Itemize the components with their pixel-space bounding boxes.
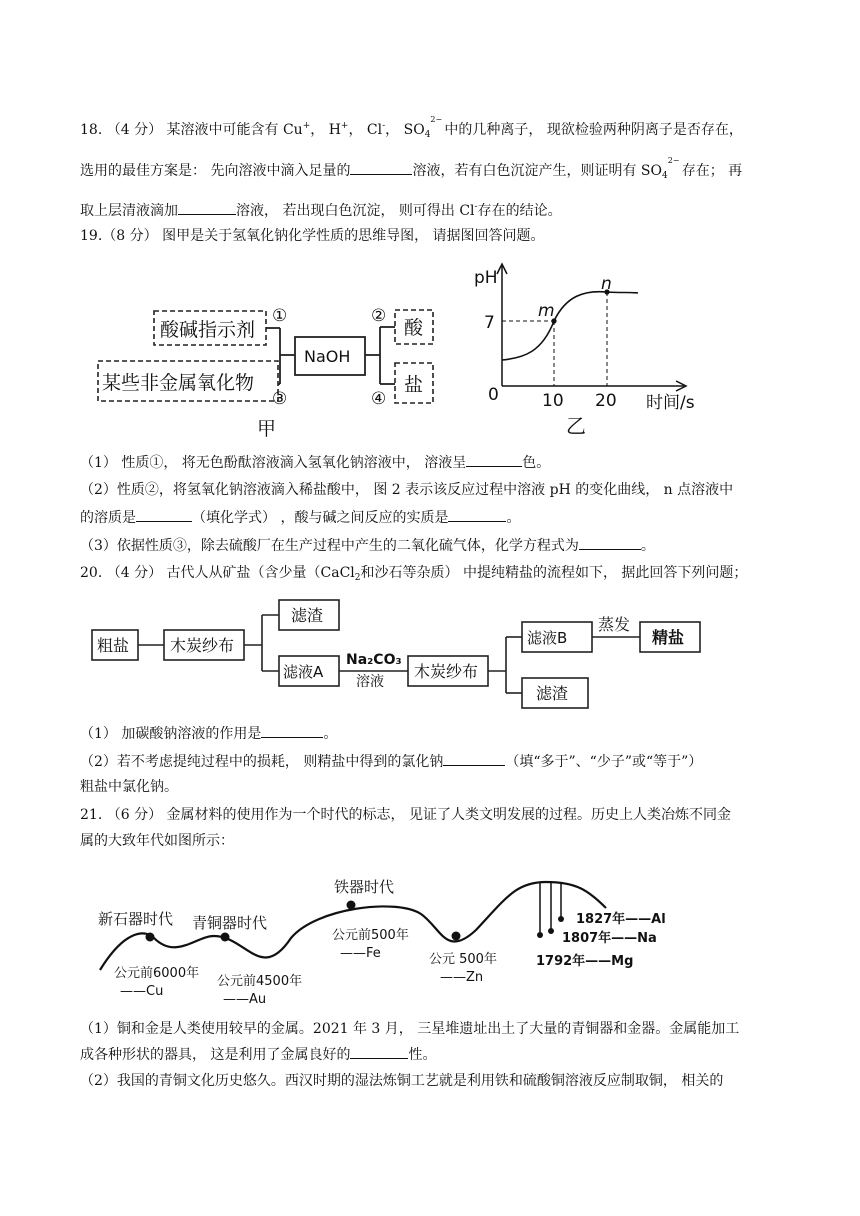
q21-s1a: （1）铜和金是人类使用较早的金属。2021 年 3 月， 三星堆遗址出土了大量的青铜器和金器。金属能加工	[80, 1021, 740, 1037]
x-label: 时间/s	[646, 393, 695, 413]
q20-s2c: 粗盐中氯化钠。	[80, 779, 178, 795]
label-fe-year: 公元前500年	[332, 928, 409, 943]
tick-10: 10	[542, 391, 564, 411]
q19-header: 19.（8 分） 图甲是关于氢氧化钠化学性质的思维导图， 请据图回答问题。	[80, 228, 545, 244]
label-fe: ——Fe	[340, 946, 381, 961]
label-m: m	[538, 301, 555, 321]
purification-flow	[80, 592, 720, 714]
label-au-year: 公元前4500年	[217, 974, 303, 989]
mind-map-jia	[90, 290, 450, 440]
q21-s1b: 成各种形状的器具， 这是利用了金属良好的 性。	[80, 1044, 436, 1065]
answer-blank[interactable]	[261, 723, 323, 738]
label-zn: ——Zn	[440, 970, 484, 985]
label-residue1: 滤渣	[291, 606, 324, 625]
label-nonmetal-oxide: 某些非金属氧化物	[102, 372, 255, 394]
label-cu: ——Cu	[120, 984, 164, 999]
answer-blank[interactable]	[443, 751, 505, 766]
q19-s3: （3）依据性质③，除去硫酸厂在生产过程中产生的二氧化硫气体，化学方程式为 。	[80, 535, 655, 556]
q18-line2: 选用的最佳方案是： 先向溶液中滴入足量的 溶液，若有白色沉淀产生，则证明有 $SO_4$ 2− 存在； 再	[80, 156, 743, 181]
metal-timeline	[86, 868, 706, 1008]
label-filter2: 木炭纱布	[414, 662, 479, 681]
sulfate-sub-sup: $_4$ 2−	[424, 115, 443, 140]
label-naoh: NaOH	[304, 347, 351, 366]
answer-blank[interactable]	[466, 452, 522, 467]
label-salt: 盐	[404, 374, 424, 396]
dot-zn	[452, 932, 461, 941]
y-label: pH	[474, 268, 498, 288]
label-stone-age: 新石器时代	[98, 910, 174, 928]
ph-chart-yi	[462, 258, 702, 440]
caption-yi: 乙	[566, 414, 586, 438]
label-cu-year: 公元前6000年	[114, 966, 200, 981]
dot-cu	[146, 933, 155, 942]
q19-s2b: 的溶质是 （填化学式） ，酸与碱之间反应的实质是 。	[80, 507, 520, 528]
num-3: ③	[272, 389, 288, 409]
num-1: ①	[272, 306, 288, 326]
q20-header: 20. （4 分） 古代人从矿盐（含少量（CaCl$_2$和沙石等杂质） 中提纯精盐的流程如下， 据此回答下列问题；	[80, 565, 748, 583]
answer-blank[interactable]	[178, 200, 236, 215]
q19-s1: （1） 性质①， 将无色酚酞溶液滴入氢氧化钠溶液中， 溶液呈 色。	[80, 452, 550, 473]
q20-s2: （2）若不考虑提纯过程中的损耗， 则精盐中得到的氯化钠 （填“多于”、“少子”或“等于”）	[80, 751, 702, 772]
label-filtrateB: 滤液B	[527, 629, 568, 647]
answer-blank[interactable]	[350, 1044, 408, 1059]
num-4: ④	[371, 389, 387, 409]
q18-line1: 18. （4 分） 某溶液中可能含有 Cu+， H+， Cl-， $SO_4$ 2− 中的几种离子， 现欲检验两种阴离子是否存在，	[80, 116, 743, 145]
answer-blank[interactable]	[579, 535, 641, 550]
q19-s2a: （2）性质②，将氢氧化钠溶液滴入稀盐酸中， 图 2 表示该反应过程中溶液 pH 的变化曲线， n 点溶液中	[80, 482, 734, 498]
label-indicator: 酸碱指示剂	[160, 319, 256, 341]
label-al: 1827年——Al	[576, 912, 666, 927]
dot-fe	[347, 901, 356, 910]
q21-line2: 属的大致年代如图所示：	[80, 833, 234, 849]
q20-s1: （1） 加碳酸钠溶液的作用是 。	[80, 723, 337, 744]
q18-line3: 取上层清液滴加 溶液， 若出现白色沉淀， 则可得出 Cl-存在的结论。	[80, 202, 562, 219]
ph-curve	[502, 292, 638, 360]
label-acid: 酸	[404, 317, 424, 339]
answer-blank[interactable]	[448, 507, 506, 522]
dot-na	[548, 928, 554, 934]
answer-blank[interactable]	[350, 160, 412, 175]
label-reagent-solution: 溶液	[356, 674, 384, 690]
label-reagent: Na₂CO₃	[346, 652, 402, 668]
q21-s2: （2）我国的青铜文化历史悠久。西汉时期的湿法炼铜工艺就是利用铁和硫酸铜溶液反应制取铜， 相关的	[80, 1073, 724, 1089]
label-mg: 1792年——Mg	[536, 954, 634, 969]
dot-al	[558, 916, 564, 922]
dot-au	[221, 933, 230, 942]
label-zn-year: 公元 500年	[429, 952, 497, 967]
label-bronze-age: 青铜器时代	[192, 914, 268, 932]
label-na: 1807年——Na	[562, 931, 657, 946]
label-crude: 粗盐	[97, 636, 130, 655]
label-iron-age: 铁器时代	[334, 878, 395, 896]
label-au: ——Au	[223, 992, 267, 1007]
q21-line1: 21. （6 分） 金属材料的使用作为一个时代的标志， 见证了人类文明发展的过程。历史上人类冶炼不同金	[80, 807, 731, 823]
label-filtrateA: 滤液A	[283, 663, 324, 681]
label-filter1: 木炭纱布	[170, 636, 235, 655]
label-evaporate: 蒸发	[598, 615, 631, 634]
dot-mg	[537, 932, 543, 938]
num-2: ②	[371, 306, 387, 326]
answer-blank[interactable]	[136, 507, 192, 522]
caption-jia: 甲	[257, 418, 277, 440]
label-fine-salt: 精盐	[652, 628, 685, 647]
label-residue2: 滤渣	[536, 684, 569, 703]
tick-20: 20	[595, 391, 617, 411]
origin: 0	[488, 385, 499, 405]
tick-7: 7	[484, 313, 495, 333]
label-n: n	[601, 274, 612, 294]
